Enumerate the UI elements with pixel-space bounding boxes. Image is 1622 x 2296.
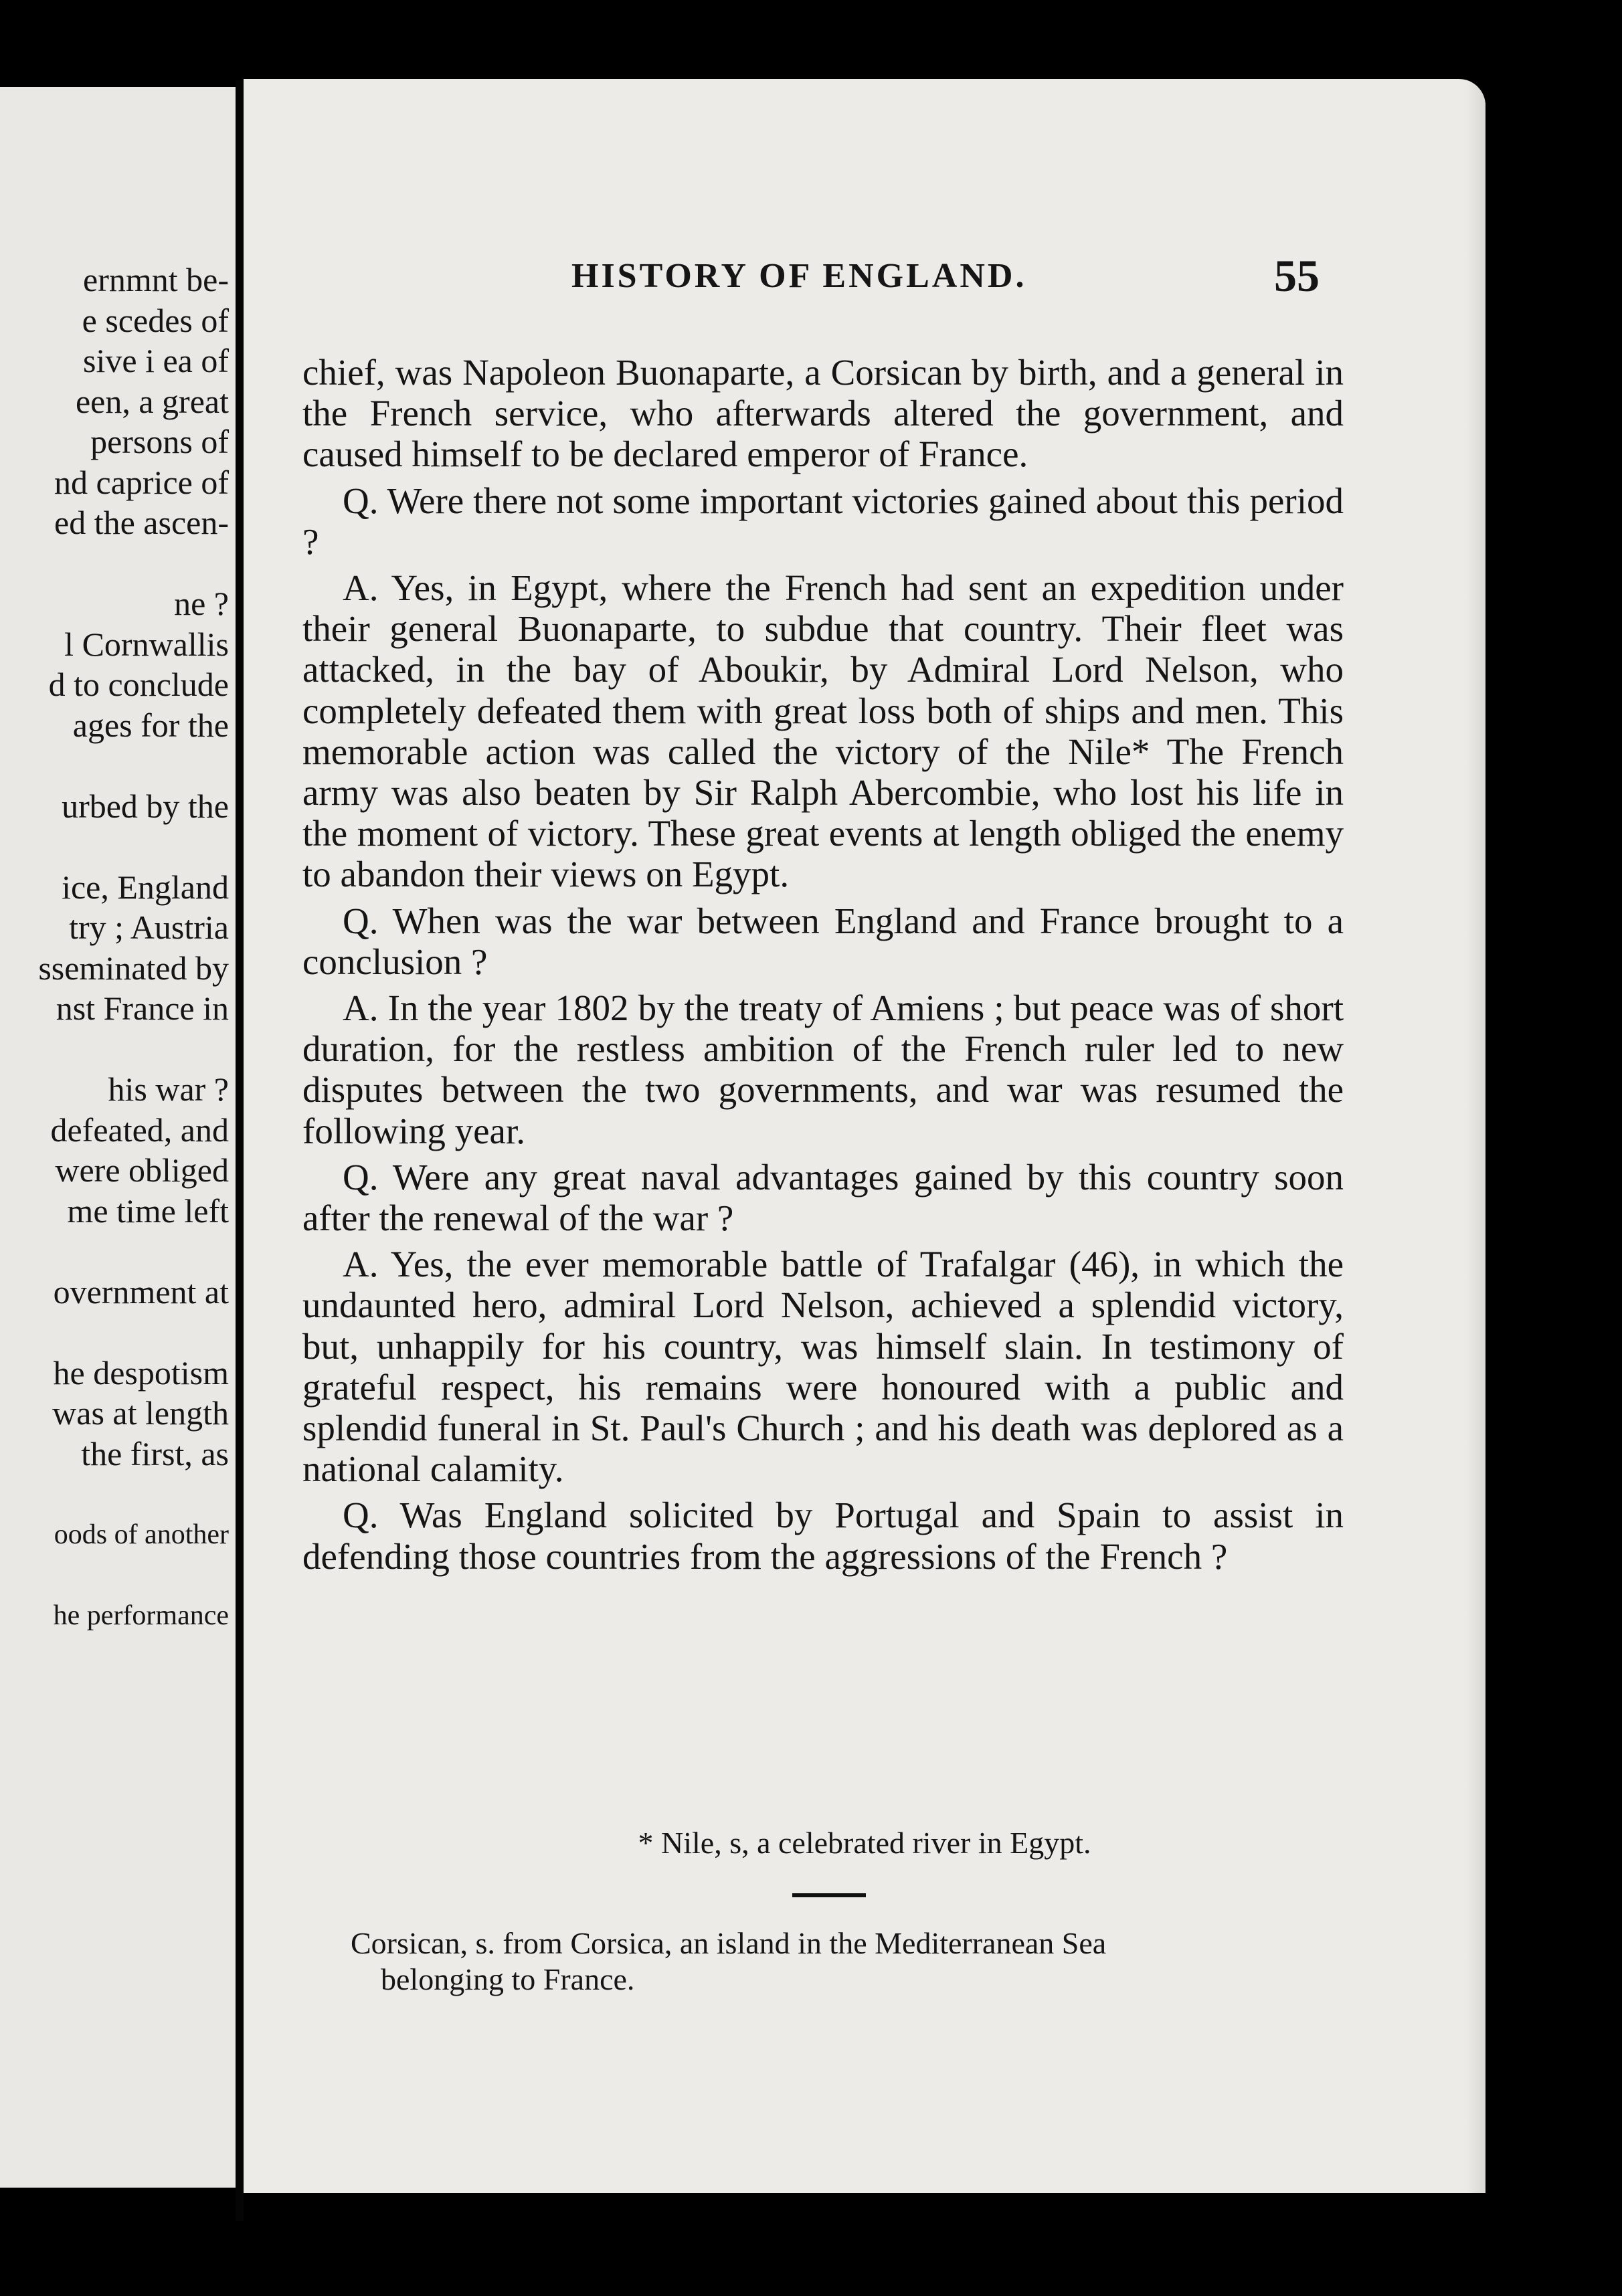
- gloss-line-2: belonging to France.: [381, 1962, 635, 1996]
- footnote: * Nile, s, a celebrated river in Egypt.: [638, 1826, 1091, 1860]
- paragraph: chief, was Napoleon Buonaparte, a Corsican by birth, and a general in the French service, who afterwards altered the government, and caused himself to be declared emperor of France.: [302, 352, 1344, 475]
- left-page-line: the first, as: [81, 1434, 229, 1472]
- left-page-line: his war ?: [108, 1070, 229, 1108]
- left-page-line: ice, England: [62, 868, 229, 906]
- left-page-line: nd caprice of: [54, 463, 229, 501]
- left-page-line: ne ?: [174, 585, 229, 622]
- left-page-line: urbed by the: [62, 787, 229, 825]
- left-page-line: were obliged: [55, 1151, 229, 1189]
- left-page-line: try ; Austria: [69, 908, 229, 946]
- left-page-line: overnment at: [53, 1272, 229, 1311]
- paragraph: A. Yes, the ever memorable battle of Trafalgar (46), in which the undaunted hero, admiral Lord Nelson, achieved a splendid victory, but, unhappily for his country, was himself slain. In testimony of grateful respect, his remains were honoured with a public and splendid funeral in St. Paul's Church ; and his death was deplored as a national calamity.: [302, 1244, 1344, 1490]
- left-page-line: e scedes of: [82, 301, 229, 339]
- gloss-note: [351, 1925, 1368, 1998]
- right-page: [244, 79, 1485, 2193]
- left-page-line: ernmnt be-: [83, 261, 229, 298]
- left-page-line: sseminated by: [38, 949, 229, 987]
- page-edge-shadow: [1465, 79, 1485, 2193]
- paragraph: A. Yes, in Egypt, where the French had sent an expedition under their general Buonaparte, to subdue that country. Their fleet was attacked, in the bay of Aboukir, by Admiral Lord Nelson, who completely defeated them with great loss both of ships and men. This memorable action was called the victory of the Nile* The French army was also beaten by Sir Ralph Abercombie, who lost his life in the moment of victory. These great events at length obliged the enemy to abandon their views on Egypt.: [302, 567, 1344, 895]
- left-page-line: persons of: [90, 423, 229, 460]
- paragraph: Q. Was England solicited by Portugal and Spain to assist in defending those countries from the aggressions of the French ?: [302, 1495, 1344, 1577]
- left-page-line: ed the ascen-: [54, 504, 229, 541]
- running-head: [244, 250, 1485, 310]
- paragraph: A. In the year 1802 by the treaty of Amiens ; but peace was of short duration, for the restless ambition of the French ruler led to new disputes between the two governments, and war was resumed the following year.: [302, 987, 1344, 1151]
- left-page-line: ages for the: [72, 706, 229, 744]
- paragraph: Q. Were any great naval advantages gained by this country soon after the renewal of the war ?: [302, 1156, 1344, 1239]
- left-page-line: nst France in: [56, 989, 229, 1027]
- paragraph: Q. Were there not some important victories gained about this period ?: [302, 480, 1344, 562]
- left-page-line: oods of another: [54, 1519, 229, 1550]
- left-page-line: he performance: [53, 1600, 229, 1631]
- left-page-line: een, a great: [75, 382, 229, 420]
- paragraph: Q. When was the war between England and France brought to a conclusion ?: [302, 900, 1344, 982]
- left-page-line: he despotism: [53, 1353, 229, 1392]
- left-page-line: sive i ea of: [83, 342, 229, 379]
- left-page-line: was at length: [52, 1394, 229, 1432]
- running-head-title: HISTORY OF ENGLAND.: [571, 257, 1027, 295]
- body-text: [302, 352, 1344, 1582]
- footnote-rule: [792, 1893, 866, 1897]
- left-page-line: me time left: [67, 1191, 229, 1230]
- left-page-line: defeated, and: [50, 1111, 229, 1149]
- page-number: 55: [1274, 250, 1320, 301]
- left-page-line: d to conclude: [48, 666, 229, 703]
- left-page-line: l Cornwallis: [64, 625, 229, 663]
- gloss-line-1: Corsican, s. from Corsica, an island in the Mediterranean Sea: [351, 1926, 1107, 1960]
- gutter-line: [236, 80, 244, 2221]
- left-page-fragment: [0, 87, 236, 2188]
